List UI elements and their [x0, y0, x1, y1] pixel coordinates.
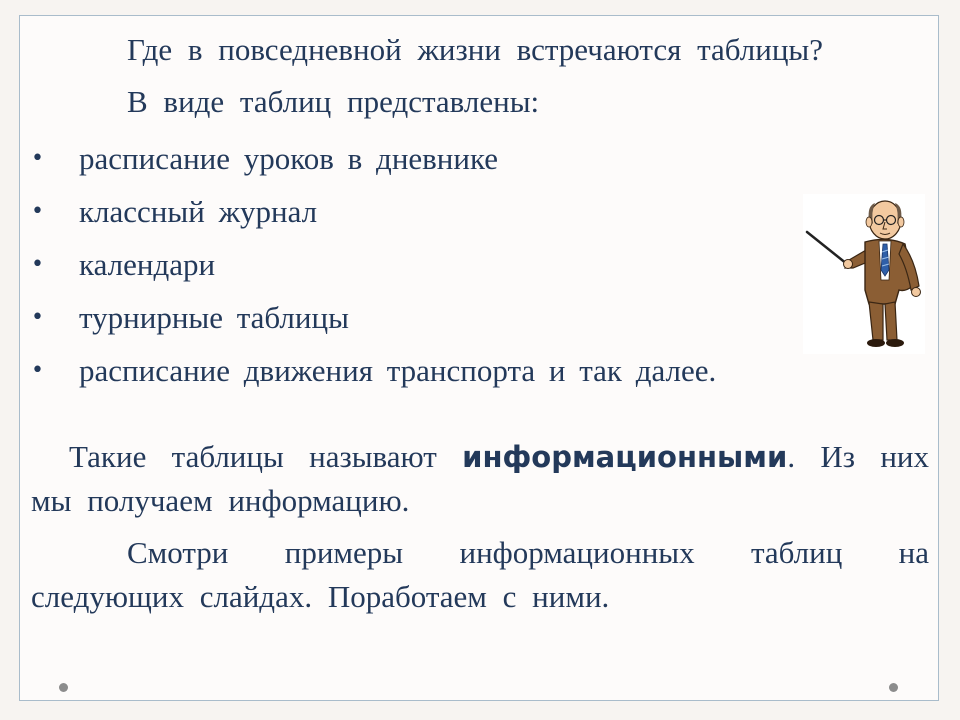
question-paragraph: Где в повседневной жизни встречаются таблицы? [127, 32, 824, 67]
teacher-with-pointer-icon [803, 194, 925, 354]
list-item: • классный журнал [31, 185, 929, 238]
bullet-icon: • [31, 146, 44, 171]
key-term: информационными [462, 440, 788, 474]
bullet-icon: • [31, 305, 44, 330]
list-item: • турнирные таблицы [31, 291, 929, 344]
slide-body [31, 28, 929, 619]
list-item: • календари [31, 238, 929, 291]
bullet-icon: • [31, 358, 44, 383]
list-item: • расписание движения транспорта и так далее. [31, 344, 929, 397]
next-slides-paragraph: Смотри примеры информационных таблиц на следующих слайдах. Поработаем с ними. [31, 535, 929, 614]
corner-dot-right [889, 683, 898, 692]
bullet-icon: • [31, 199, 44, 224]
examples-list [31, 132, 929, 397]
conclusion-paragraph: Такие таблицы называют информационными. Из них мы получаем информацию. [31, 439, 929, 518]
list-item: • расписание уроков в дневнике [31, 132, 929, 185]
bullet-icon: • [31, 252, 44, 277]
corner-dot-left [59, 683, 68, 692]
lead-paragraph: В виде таблиц представлены: [127, 84, 540, 119]
